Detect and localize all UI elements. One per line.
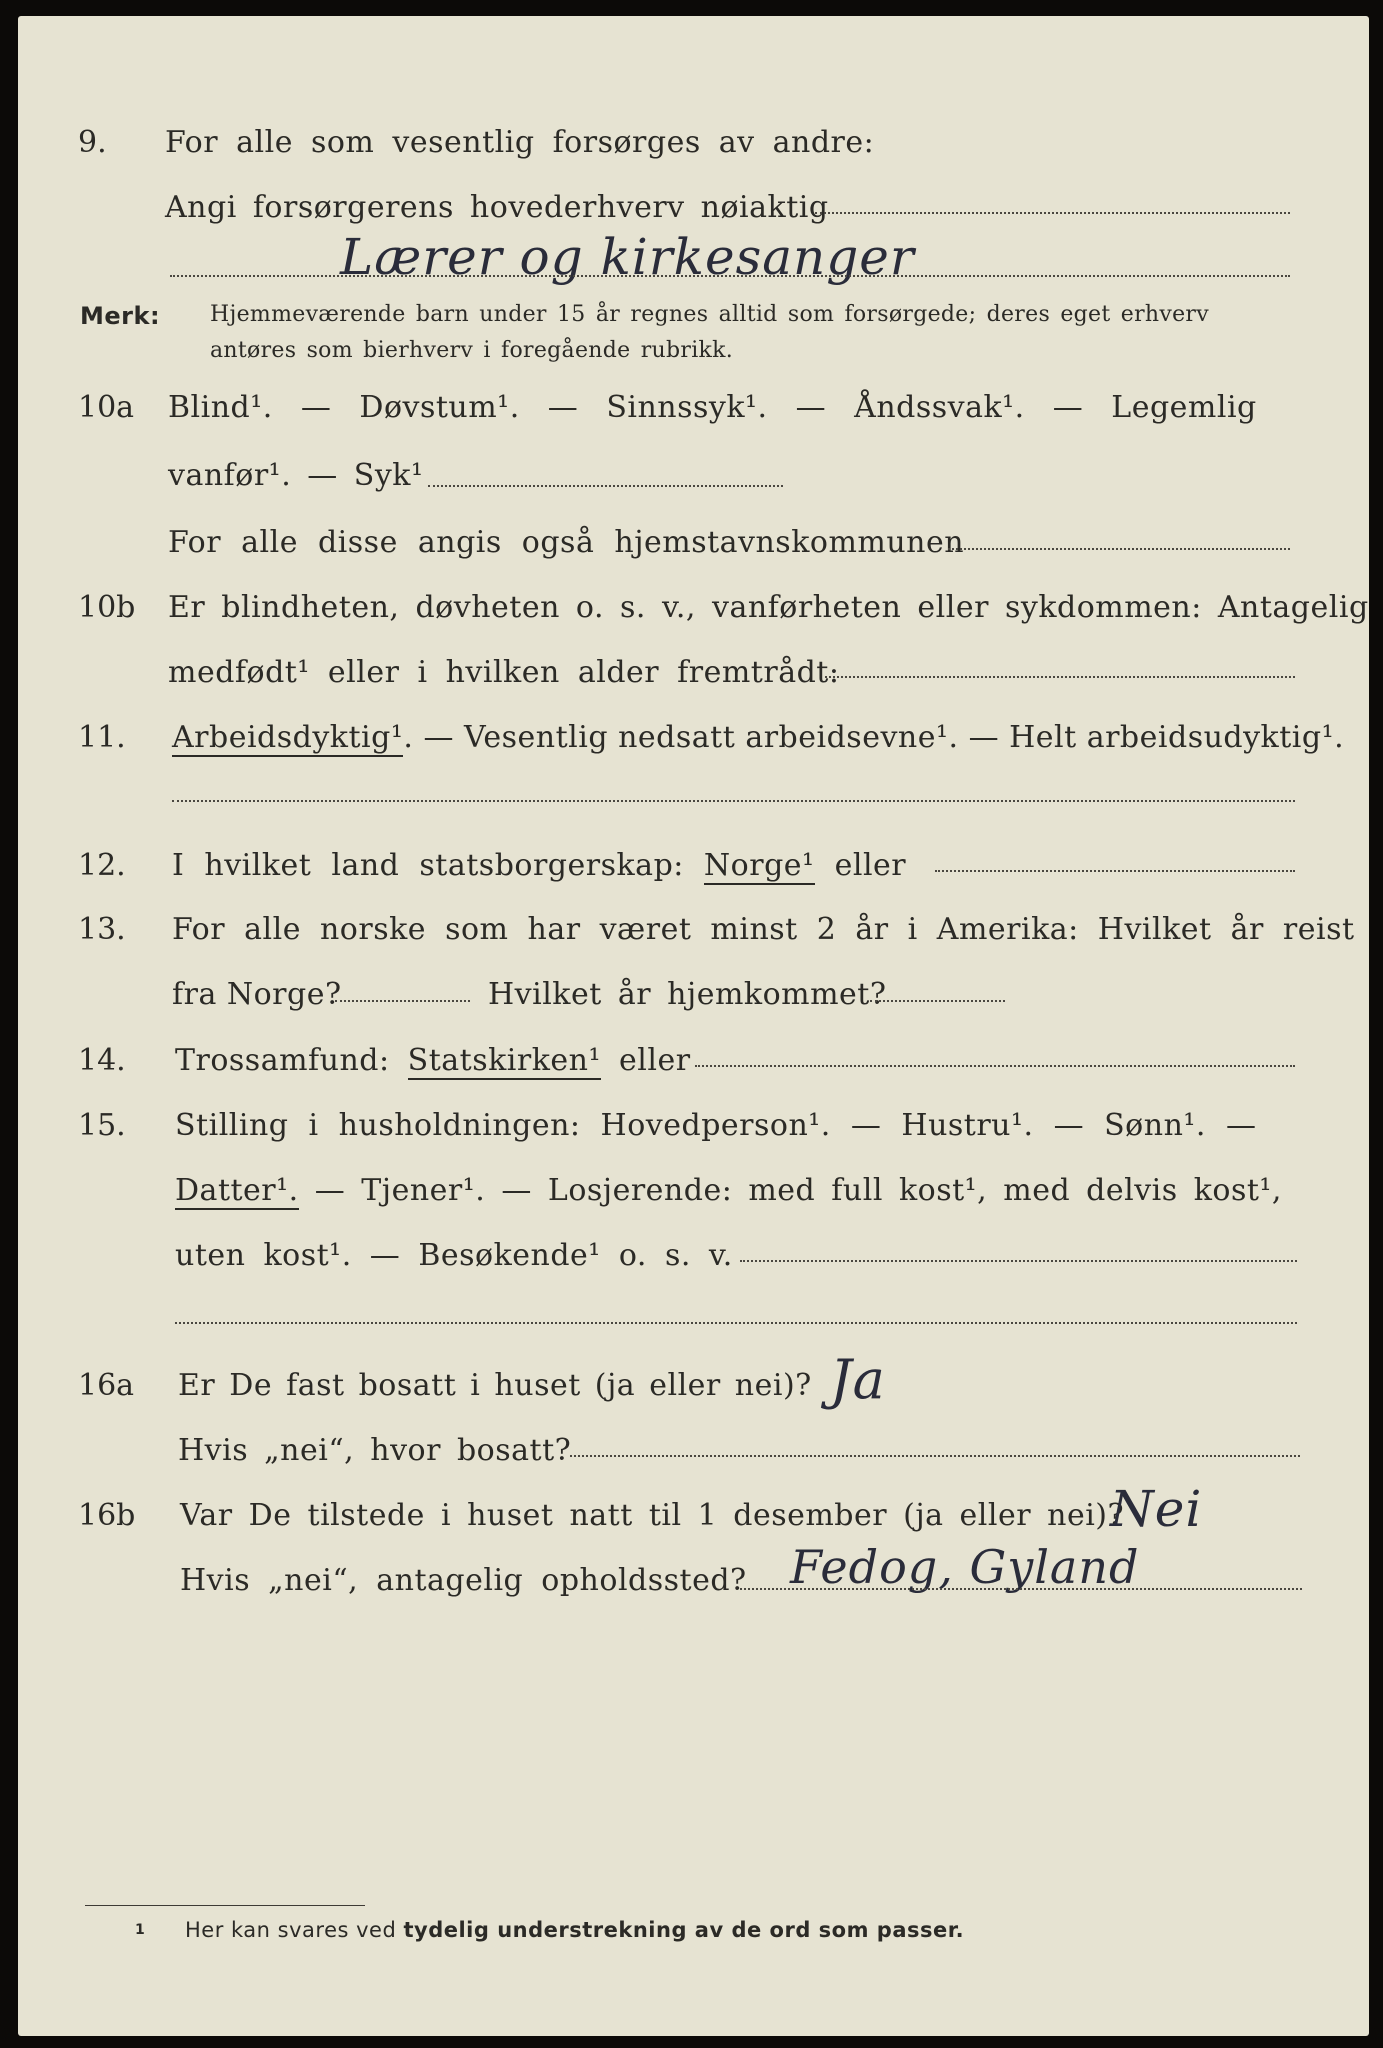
q10a-number: 10a: [78, 390, 135, 425]
q16a-bosatt-line[interactable]: [570, 1455, 1300, 1457]
q15-datter-underlined[interactable]: Datter¹.: [175, 1173, 299, 1208]
q9-line1: For alle som vesentlig forsørges av andre:: [165, 125, 875, 160]
footnote-text-part2: tydelig understrekning av de ord som passer.: [403, 1918, 965, 1942]
q9-number: 9.: [78, 125, 107, 160]
q16b-line1: Var De tilstede i huset natt til 1 desember (ja eller nei)?: [180, 1498, 1125, 1533]
merk-line1: Hjemmeværende barn under 15 år regnes alltid som forsørgede; deres eget erhverv: [210, 302, 1209, 327]
merk-line2: antøres som bierhverv i foregående rubrikk.: [210, 338, 734, 363]
q13-number: 13.: [78, 912, 126, 947]
q16b-handwritten-answer1: Nei: [1110, 1480, 1203, 1538]
q12-answer-line[interactable]: [935, 870, 1295, 872]
q16a-number: 16a: [78, 1368, 135, 1403]
q14-number: 14.: [78, 1043, 126, 1078]
q15-answer-line1[interactable]: [740, 1260, 1297, 1262]
q10b-line2: medfødt¹ eller i hvilken alder fremtrådt:: [168, 655, 840, 690]
q11-arbeidsdyktig-underlined[interactable]: Arbeidsdyktig¹: [172, 720, 404, 755]
q15-number: 15.: [78, 1108, 126, 1143]
q14-eller: eller: [600, 1043, 691, 1078]
q10b-number: 10b: [78, 590, 136, 625]
q14-statskirken-underlined[interactable]: Statskirken¹: [407, 1043, 601, 1078]
q13-line2a: fra Norge?: [172, 977, 342, 1012]
q10a-line1: Blind¹. — Døvstum¹. — Sinnssyk¹. — Åndssvak¹. — Legemlig: [168, 390, 1257, 425]
q16a-line1: Er De fast bosatt i huset (ja eller nei)?: [178, 1368, 812, 1403]
q9-line2: Angi forsørgerens hovederhverv nøiaktig: [165, 190, 829, 225]
q10a-syk-line[interactable]: [428, 485, 783, 487]
footnote-text: [185, 1918, 964, 1942]
q11-options: [172, 720, 1344, 755]
q16b-number: 16b: [78, 1498, 136, 1533]
q12-norge-underlined[interactable]: Norge¹: [703, 848, 815, 883]
q14-text: [175, 1043, 691, 1078]
q10a-line3: For alle disse angis også hjemstavnskommunen: [168, 525, 965, 560]
footnote-mark: 1: [135, 1922, 146, 1938]
q10a-line2: vanfør¹. — Syk¹: [168, 458, 424, 493]
q15-answer-line2[interactable]: [175, 1322, 1297, 1324]
q14-question: Trossamfund:: [175, 1043, 408, 1078]
q16a-line2: Hvis „nei“, hvor bosatt?: [178, 1433, 572, 1468]
footnote-text-part1: Her kan svares ved: [185, 1918, 404, 1942]
q10a-hjemstavn-line[interactable]: [948, 548, 1290, 550]
q16a-handwritten-answer: Ja: [830, 1348, 886, 1411]
merk-label: Merk:: [80, 302, 161, 330]
q9-handwritten-answer: Lærer og kirkesanger: [340, 228, 915, 286]
q12-number: 12.: [78, 848, 126, 883]
q11-number: 11.: [78, 720, 126, 755]
q11-answer-line[interactable]: [172, 800, 1295, 802]
q9-answer-line1[interactable]: [815, 212, 1290, 214]
q12-question: I hvilket land statsborgerskap:: [172, 848, 704, 883]
q10b-answer-line[interactable]: [825, 676, 1295, 678]
q16b-line2: Hvis „nei“, antagelig opholdssted?: [180, 1563, 747, 1598]
q11-rest: . — Vesentlig nedsatt arbeidsevne¹. — Helt arbeidsudyktig¹.: [403, 720, 1345, 755]
q12-eller: eller: [814, 848, 907, 883]
q15-line1: Stilling i husholdningen: Hovedperson¹. — Hustru¹. — Sønn¹. —: [175, 1108, 1257, 1143]
q9-answer-line2[interactable]: [170, 275, 1290, 277]
q13-hjemkommet-line[interactable]: [870, 1000, 1005, 1002]
q16b-handwritten-answer2: Fedog, Gyland: [790, 1540, 1140, 1594]
q13-line1: For alle norske som har været minst 2 år i Amerika: Hvilket år reist: [172, 912, 1355, 947]
q15-line3: uten kost¹. — Besøkende¹ o. s. v.: [175, 1238, 733, 1273]
q12-text: [172, 848, 906, 883]
q10b-line1: Er blindheten, døvheten o. s. v., vanførheten eller sykdommen: Antagelig: [168, 590, 1369, 625]
q13-line2b: Hvilket år hjemkommet?: [488, 977, 887, 1012]
q15-line2-rest: — Tjener¹. — Losjerende: med full kost¹, med delvis kost¹,: [298, 1173, 1282, 1208]
q16b-opholdssted-line[interactable]: [740, 1588, 1302, 1590]
q15-line2: [175, 1173, 1282, 1208]
q13-reist-line[interactable]: [335, 1000, 470, 1002]
footnote-separator: [85, 1905, 365, 1906]
q14-answer-line[interactable]: [695, 1065, 1295, 1067]
